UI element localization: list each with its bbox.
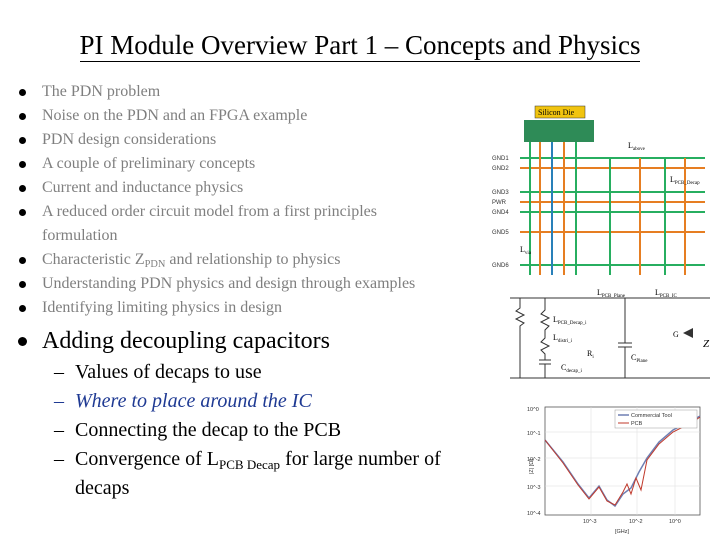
- layer-label: GND4: [492, 210, 509, 216]
- y-tick-label: 10^0: [527, 407, 539, 413]
- layer-label: GND3: [492, 190, 509, 196]
- bullet-dot-icon: [19, 305, 26, 312]
- sub-bullet-item-highlighted: – Where to place around the IC: [54, 390, 312, 412]
- l-decap-label: $L_{PCB\_Decap\_i}$: [553, 315, 587, 326]
- legend-entry: Commercial Tool: [631, 413, 672, 419]
- c-decap-label: $C_{decap\_i}$: [561, 363, 582, 374]
- y-tick-label: 10^-3: [527, 485, 541, 491]
- l-pcb-decap-label: $L_{PCB\_Decap}$: [670, 175, 700, 186]
- bullet-item: Current and inductance physics: [18, 176, 518, 200]
- bullet-item: PDN design considerations: [18, 128, 518, 152]
- c-plane-label: $C_{Plane}$: [631, 353, 648, 364]
- x-tick-label: 10^-2: [629, 519, 643, 525]
- die-label: Silicon Die: [538, 108, 575, 117]
- layer-label: GND5: [492, 230, 509, 236]
- x-tick-label: 10^0: [669, 519, 681, 525]
- slide-title: PI Module Overview Part 1 – Concepts and Physics: [79, 30, 641, 60]
- x-tick-label: 10^-3: [583, 519, 597, 525]
- circuit-model-figure: [505, 288, 720, 388]
- bullet-item: Noise on the PDN and an FPGA example: [18, 104, 518, 128]
- y-tick-label: 10^-4: [527, 511, 541, 517]
- bullet-item: A couple of preliminary concepts: [18, 152, 518, 176]
- sub-bullet-list: [54, 358, 518, 503]
- y-axis-label: |Z| [Ω]: [529, 459, 535, 474]
- bullet-dot-icon: [19, 281, 26, 288]
- bullet-item: A reduced order circuit model from a first principles formulation: [18, 200, 518, 248]
- layer-label: GND6: [492, 263, 509, 269]
- bullet-dot-icon: [19, 209, 26, 216]
- l-distri-label: $L_{distri\_i}$: [553, 333, 573, 344]
- l-pcb-ic-label: $L_{PCB\_IC}$: [655, 288, 677, 299]
- bullet-item: Identifying limiting physics in design: [18, 296, 518, 320]
- sub-bullet-item: – Convergence of $L_{PCB Decap}$ for large number of decaps: [54, 448, 441, 499]
- sub-bullet-item: – Connecting the decap to the PCB: [54, 419, 342, 441]
- impedance-plot-figure: [523, 402, 708, 537]
- bullet-dot-icon: [19, 113, 26, 120]
- bullet-dot-icon: [18, 337, 27, 346]
- z-label: Z: [703, 338, 710, 350]
- package: [524, 120, 594, 142]
- y-tick-label: 10^-1: [527, 431, 541, 437]
- bullet-dot-icon: [19, 257, 26, 264]
- bullet-dot-icon: [19, 137, 26, 144]
- bullet-item: Characteristic $Z_{PDN}$ and relationship to physics: [18, 248, 518, 272]
- bullet-item: The PDN problem: [18, 80, 518, 104]
- bullet-item: Understanding PDN physics and design through examples: [18, 272, 518, 296]
- x-axis-label: [GHz]: [615, 529, 630, 535]
- l-pcb-plane-label: $L_{PCB\_Plane}$: [597, 288, 625, 299]
- y-tick-label: 10^-2: [527, 457, 541, 463]
- l-above-label: $L_{above}$: [628, 141, 645, 152]
- bullet-dot-icon: [19, 161, 26, 168]
- g-label: G: [673, 330, 679, 339]
- layer-label: PWR: [492, 200, 506, 206]
- bullet-list: [18, 80, 518, 503]
- bullet-dot-icon: [19, 185, 26, 192]
- r-label: $R_i$: [587, 349, 594, 360]
- sub-bullet-item: – Values of decaps to use: [54, 361, 262, 383]
- main-bullet: Adding decoupling capacitors: [18, 324, 518, 358]
- pcb-stackup-figure: [490, 100, 720, 300]
- layer-label: GND2: [492, 166, 509, 172]
- l-via-label: $L_{via}$: [520, 245, 531, 256]
- bullet-dot-icon: [19, 89, 26, 96]
- legend-entry: PCB: [631, 421, 643, 427]
- layer-label: GND1: [492, 156, 509, 162]
